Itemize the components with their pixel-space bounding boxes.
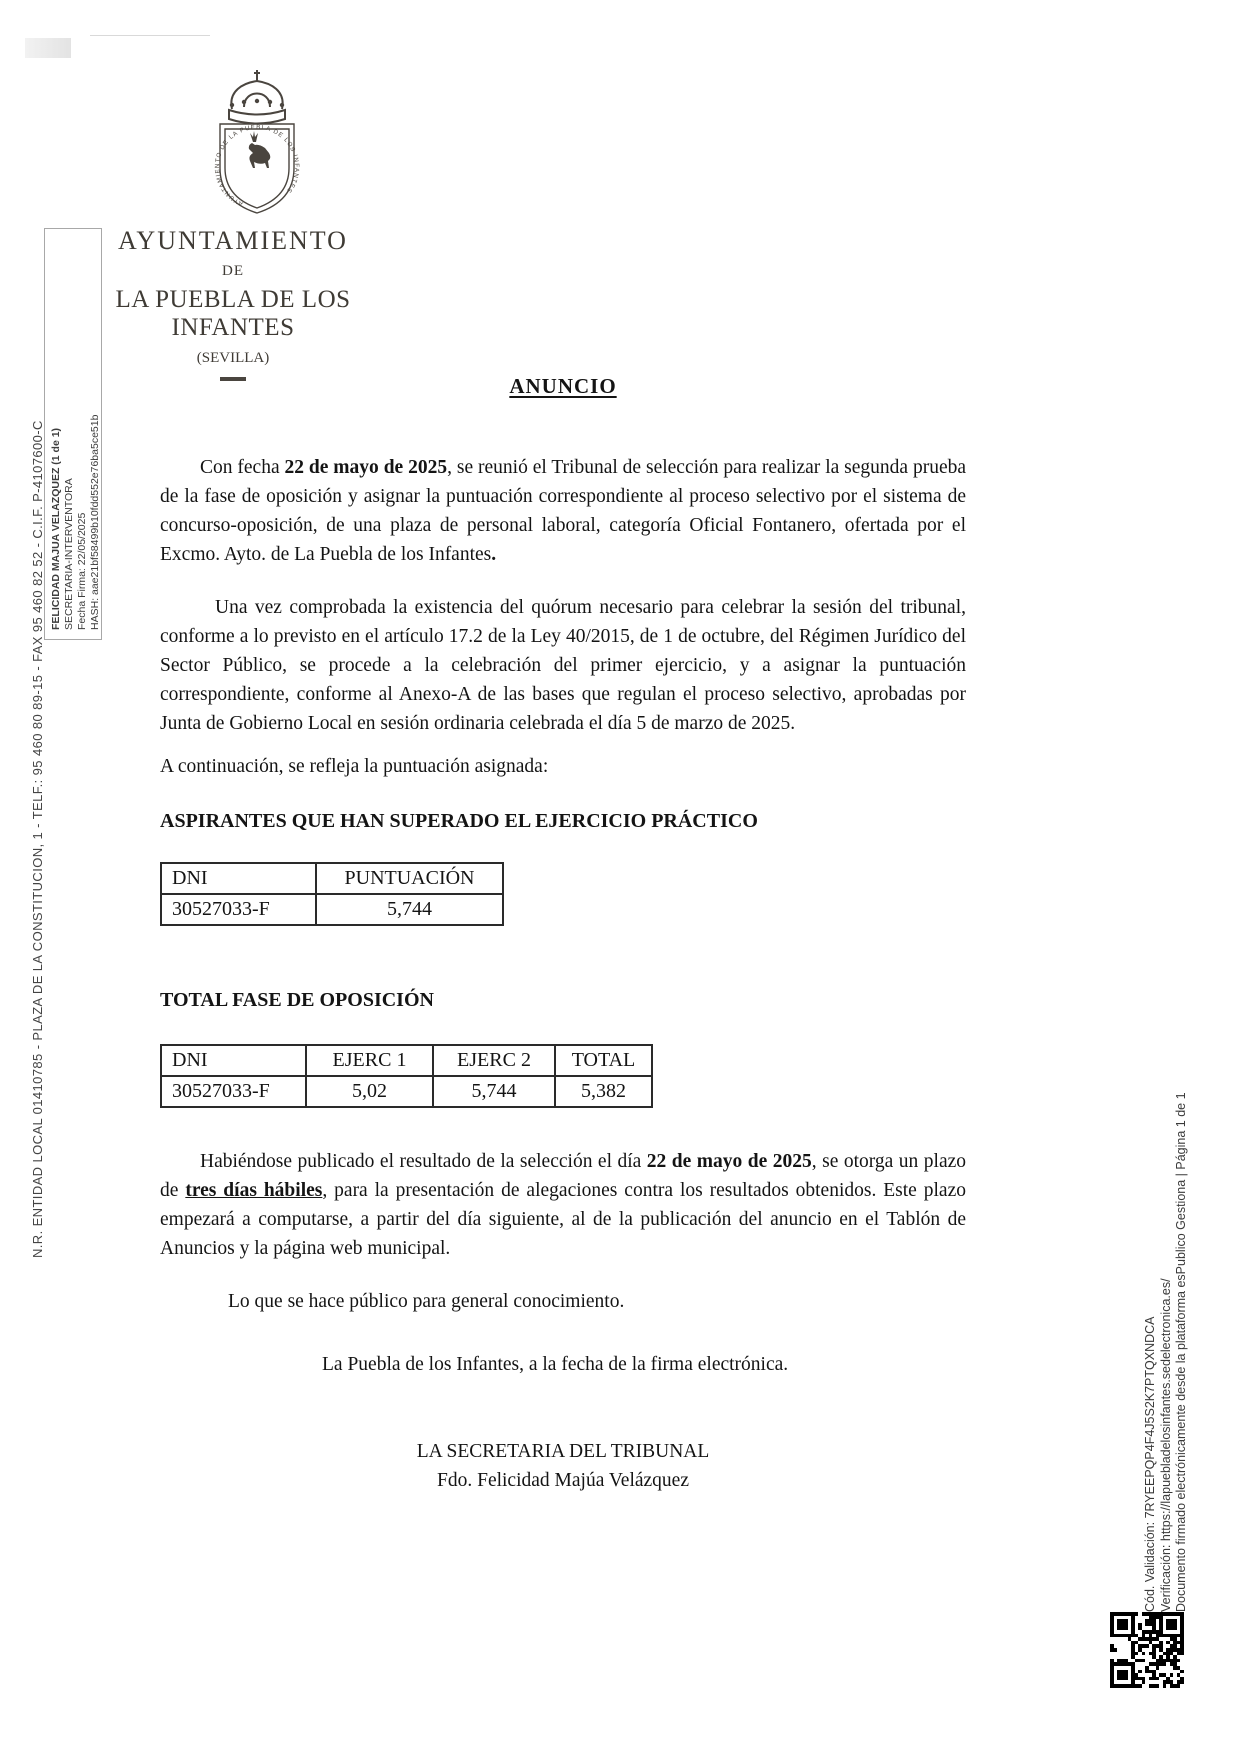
cell-ejerc1: 5,02 xyxy=(306,1076,433,1107)
paragraph-quorum: Una vez comprobada la existencia del quórum necesario para celebrar la sesión del tribunal, conforme a lo previsto en el artículo 17.2 de la Ley 40/2015, de 1 de octubre, del Régimen Jurídico del Sector Público, se procede a la celebración del primer ejercicio, y a asignar la puntuación correspondiente, conforme al Anexo-A de las bases que regulan el proceso selectivo, aprobadas por Junta de Gobierno Local en sesión ordinaria celebrada el día 5 de marzo de 2025. xyxy=(160,597,966,734)
cell-dni: 30527033-F xyxy=(161,894,316,925)
signature-hash: HASH: aae21bf58499b10fdd552e76ba5ce51b xyxy=(89,414,101,630)
col-header-dni: DNI xyxy=(161,863,316,894)
section-heading-total: TOTAL FASE DE OPOSICIÓN xyxy=(160,989,434,1011)
table-row xyxy=(161,894,503,925)
org-header xyxy=(55,226,411,381)
validation-vertical-text xyxy=(1143,1092,1190,1612)
section-heading-passed: ASPIRANTES QUE HAN SUPERADO EL EJERCICIO PRÁCTICO xyxy=(160,810,758,832)
signature-role: LA SECRETARIA DEL TRIBUNAL xyxy=(416,1441,710,1462)
org-name-line3: LA PUEBLA DE LOS INFANTES xyxy=(115,286,351,341)
closing-public-notice: Lo que se hace público para general conocimiento. xyxy=(228,1291,625,1312)
signature-date: Fecha Firma: 22/05/2025 xyxy=(76,512,88,630)
cell-dni: 30527033-F xyxy=(161,1076,306,1107)
signer-role: SECRETARIA-INTERVENTORA xyxy=(63,478,75,630)
announcement-title: ANUNCIO xyxy=(509,374,617,398)
cell-puntuacion: 5,744 xyxy=(316,894,503,925)
paragraph-meeting: Con fecha 22 de mayo de 2025, se reunió el Tribunal de selección para realizar la segunda prueba de la fase de oposición y asignar la puntuación correspondiente al proceso selectivo por el sistema de concurso-oposición, de una plaza de personal laboral, categoría Oficial Fontanero, ofertada por el Excmo. Ayto. de La Puebla de los Infantes. xyxy=(160,457,967,565)
signature-name: Fdo. Felicidad Majúa Velázquez xyxy=(437,1470,689,1491)
scan-artifact-line xyxy=(90,35,210,36)
logo-circular-text: AYUNTAMIENTO DE LA PUEBLA DE LOS INFANTES xyxy=(213,123,301,208)
paragraph-allegations: Habiéndose publicado el resultado de la selección el día 22 de mayo de 2025, se otorga un plazo de tres días hábiles, para la presentación de alegaciones contra los resultados obtenidos. Este plazo empezará a computarse, a partir del día siguiente, al de la publicación del anuncio en el Tablón de Anuncios y la página web municipal. xyxy=(160,1151,967,1259)
org-name-line2: DE xyxy=(222,263,244,279)
platform-note: Documento firmado electrónicamente desde la plataforma esPublico Gestiona | Página 1 de 1 xyxy=(1174,1092,1188,1612)
verification-url: Verificación: https://lapuebladelosinfantes.sedelectronica.es/ xyxy=(1158,1278,1173,1612)
cell-ejerc2: 5,744 xyxy=(433,1076,555,1107)
table-header-row xyxy=(161,1045,652,1076)
org-name-line1: AYUNTAMIENTO xyxy=(118,226,348,255)
col-header-puntuacion: PUNTUACIÓN xyxy=(316,863,503,894)
col-header-ejerc1: EJERC 1 xyxy=(306,1045,433,1076)
document-body xyxy=(160,372,966,1495)
deer-emblem xyxy=(249,131,270,168)
scan-artifact xyxy=(25,38,71,58)
table-row xyxy=(161,1076,652,1107)
col-header-ejerc2: EJERC 2 xyxy=(433,1045,555,1076)
table-header-row xyxy=(161,863,503,894)
signer-name: FELICIDAD MAJUA VELAZQUEZ (1 de 1) xyxy=(50,427,62,630)
paragraph-scores-intro: A continuación, se refleja la puntuación asignada: xyxy=(160,756,549,777)
coat-of-arms-logo xyxy=(198,64,316,216)
scores-table xyxy=(160,862,504,926)
qr-code xyxy=(1110,1612,1184,1688)
closing-place-date: La Puebla de los Infantes, a la fecha de la firma electrónica. xyxy=(322,1354,789,1375)
signature-metadata-text xyxy=(50,415,102,630)
col-header-dni: DNI xyxy=(161,1045,306,1076)
org-province: (SEVILLA) xyxy=(196,350,270,366)
validation-code: Cód. Validación: 7RYEEPQP4F4J5S2K7PTQXNDCA xyxy=(1143,1316,1157,1612)
col-header-total: TOTAL xyxy=(555,1045,652,1076)
total-table xyxy=(160,1044,653,1108)
signature-block xyxy=(160,1437,966,1495)
entity-info-vertical-text: N.R. ENTIDAD LOCAL 01410785 - PLAZA DE LA CONSTITUCION, 1 - TELF.: 95 460 80 89-15 - FAX 95 460 82 52 - C.I.F. P-4107600-C xyxy=(30,420,45,1258)
cell-total: 5,382 xyxy=(555,1076,652,1107)
